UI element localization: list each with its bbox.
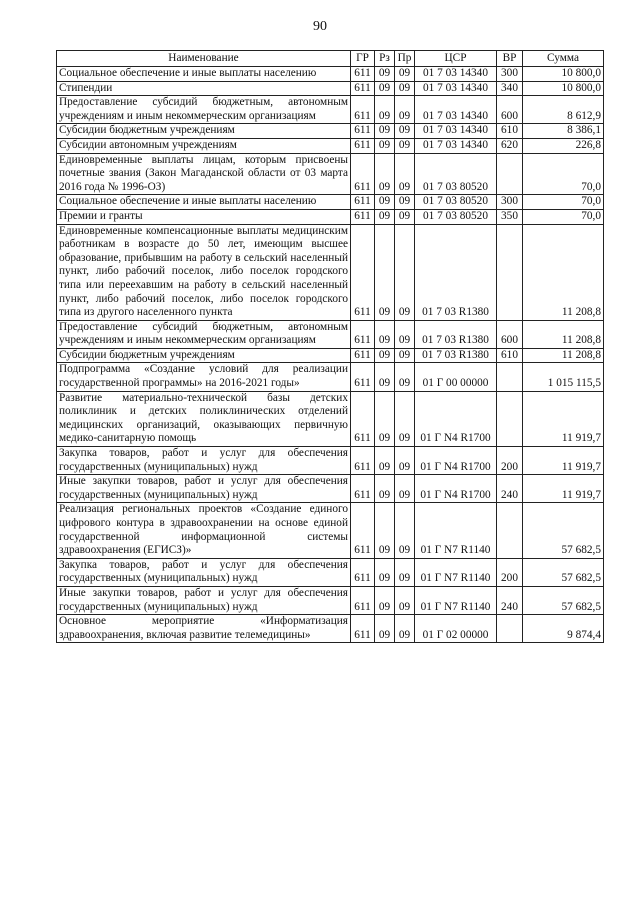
table-row (57, 558, 604, 586)
budget-table (56, 50, 604, 643)
cell-csr: 01 7 03 80520 (415, 195, 497, 210)
cell-gr: 611 (351, 195, 375, 210)
table-row (57, 391, 604, 446)
header-rz: Рз (375, 51, 395, 67)
cell-csr: 01 Г 02 00000 (415, 615, 497, 643)
header-pr: Пр (395, 51, 415, 67)
cell-vr (497, 153, 523, 195)
cell-name: Стипендии (57, 81, 351, 96)
cell-rz: 09 (375, 124, 395, 139)
cell-gr: 611 (351, 81, 375, 96)
cell-pr: 09 (395, 138, 415, 153)
cell-vr: 200 (497, 447, 523, 475)
cell-vr: 300 (497, 67, 523, 82)
cell-pr: 09 (395, 209, 415, 224)
cell-name: Субсидии бюджетным учреждениям (57, 124, 351, 139)
cell-rz: 09 (375, 153, 395, 195)
cell-csr: 01 Г 00 00000 (415, 363, 497, 391)
cell-csr: 01 Г N7 R1140 (415, 503, 497, 558)
cell-gr: 611 (351, 586, 375, 614)
cell-rz: 09 (375, 81, 395, 96)
cell-gr: 611 (351, 138, 375, 153)
header-name: Наименование (57, 51, 351, 67)
cell-gr: 611 (351, 153, 375, 195)
cell-gr: 611 (351, 348, 375, 363)
cell-gr: 611 (351, 447, 375, 475)
cell-rz: 09 (375, 348, 395, 363)
cell-csr: 01 Г N4 R1700 (415, 447, 497, 475)
cell-csr: 01 Г N7 R1140 (415, 586, 497, 614)
cell-name: Единовременные выплаты лицам, которым присвоены почетные звания (Закон Магаданской области от 03 марта 2016 года № 1996-ОЗ) (57, 153, 351, 195)
cell-pr: 09 (395, 224, 415, 320)
table-body (57, 67, 604, 643)
cell-pr: 09 (395, 153, 415, 195)
cell-name: Предоставление субсидий бюджетным, автономным учреждениям и иным некоммерческим организациям (57, 96, 351, 124)
cell-sum: 8 386,1 (523, 124, 604, 139)
table-row (57, 124, 604, 139)
header-gr: ГР (351, 51, 375, 67)
cell-rz: 09 (375, 320, 395, 348)
cell-pr: 09 (395, 475, 415, 503)
cell-rz: 09 (375, 67, 395, 82)
header-vr: ВР (497, 51, 523, 67)
cell-sum: 70,0 (523, 209, 604, 224)
cell-sum: 11 208,8 (523, 320, 604, 348)
table-row (57, 586, 604, 614)
cell-rz: 09 (375, 138, 395, 153)
cell-vr (497, 391, 523, 446)
cell-name: Предоставление субсидий бюджетным, автономным учреждениям и иным некоммерческим организациям (57, 320, 351, 348)
table-row (57, 209, 604, 224)
cell-pr: 09 (395, 124, 415, 139)
cell-rz: 09 (375, 363, 395, 391)
cell-name: Закупка товаров, работ и услуг для обеспечения государственных (муниципальных) нужд (57, 558, 351, 586)
cell-rz: 09 (375, 209, 395, 224)
table-row (57, 363, 604, 391)
cell-vr: 240 (497, 475, 523, 503)
cell-csr: 01 7 03 14340 (415, 138, 497, 153)
cell-sum: 11 919,7 (523, 391, 604, 446)
table-row (57, 138, 604, 153)
cell-rz: 09 (375, 391, 395, 446)
cell-name: Социальное обеспечение и иные выплаты населению (57, 195, 351, 210)
cell-sum: 70,0 (523, 153, 604, 195)
cell-vr (497, 363, 523, 391)
cell-vr (497, 503, 523, 558)
cell-sum: 57 682,5 (523, 586, 604, 614)
table-row (57, 320, 604, 348)
cell-gr: 611 (351, 558, 375, 586)
cell-pr: 09 (395, 81, 415, 96)
cell-name: Единовременные компенсационные выплаты медицинским работникам в возрасте до 50 лет, имеющим высшее образование, прибывшим на работу в сельский населенный пункт, либо рабочий поселок, либо поселок городского типа или переехавшим на работу в сельский населенный пункт, либо рабочий поселок, либо поселок городского типа из другого населенного пункта (57, 224, 351, 320)
cell-pr: 09 (395, 67, 415, 82)
cell-csr: 01 7 03 14340 (415, 81, 497, 96)
table-row (57, 503, 604, 558)
cell-csr: 01 7 03 14340 (415, 67, 497, 82)
cell-vr: 600 (497, 96, 523, 124)
cell-gr: 611 (351, 503, 375, 558)
cell-rz: 09 (375, 447, 395, 475)
cell-gr: 611 (351, 96, 375, 124)
cell-vr: 340 (497, 81, 523, 96)
cell-sum: 57 682,5 (523, 558, 604, 586)
cell-name: Основное мероприятие «Информатизация здравоохранения, включая развитие телемедицины» (57, 615, 351, 643)
page-number: 90 (313, 19, 327, 34)
cell-gr: 611 (351, 209, 375, 224)
cell-vr: 350 (497, 209, 523, 224)
cell-pr: 09 (395, 363, 415, 391)
cell-csr: 01 Г N7 R1140 (415, 558, 497, 586)
cell-sum: 70,0 (523, 195, 604, 210)
cell-pr: 09 (395, 195, 415, 210)
cell-sum: 10 800,0 (523, 81, 604, 96)
cell-rz: 09 (375, 475, 395, 503)
cell-vr: 240 (497, 586, 523, 614)
cell-gr: 611 (351, 124, 375, 139)
cell-rz: 09 (375, 615, 395, 643)
cell-rz: 09 (375, 224, 395, 320)
table-row (57, 195, 604, 210)
cell-name: Иные закупки товаров, работ и услуг для обеспечения государственных (муниципальных) нужд (57, 475, 351, 503)
cell-sum: 11 208,8 (523, 224, 604, 320)
cell-gr: 611 (351, 363, 375, 391)
cell-csr: 01 7 03 14340 (415, 96, 497, 124)
cell-pr: 09 (395, 503, 415, 558)
cell-pr: 09 (395, 96, 415, 124)
cell-rz: 09 (375, 195, 395, 210)
cell-rz: 09 (375, 558, 395, 586)
cell-name: Иные закупки товаров, работ и услуг для обеспечения государственных (муниципальных) нужд (57, 586, 351, 614)
table-row (57, 96, 604, 124)
cell-name: Премии и гранты (57, 209, 351, 224)
cell-csr: 01 7 03 80520 (415, 153, 497, 195)
cell-pr: 09 (395, 348, 415, 363)
cell-name: Субсидии бюджетным учреждениям (57, 348, 351, 363)
cell-vr (497, 224, 523, 320)
cell-csr: 01 7 03 R1380 (415, 320, 497, 348)
cell-vr: 600 (497, 320, 523, 348)
cell-csr: 01 7 03 80520 (415, 209, 497, 224)
cell-vr: 300 (497, 195, 523, 210)
header-sum: Сумма (523, 51, 604, 67)
cell-vr (497, 615, 523, 643)
cell-vr: 620 (497, 138, 523, 153)
table-row (57, 615, 604, 643)
table-row (57, 475, 604, 503)
cell-pr: 09 (395, 615, 415, 643)
cell-gr: 611 (351, 224, 375, 320)
cell-sum: 10 800,0 (523, 67, 604, 82)
table-row (57, 81, 604, 96)
cell-sum: 9 874,4 (523, 615, 604, 643)
cell-pr: 09 (395, 558, 415, 586)
cell-rz: 09 (375, 586, 395, 614)
cell-vr: 610 (497, 348, 523, 363)
table-header-row (57, 51, 604, 67)
table-row (57, 348, 604, 363)
cell-name: Субсидии автономным учреждениям (57, 138, 351, 153)
cell-pr: 09 (395, 586, 415, 614)
cell-gr: 611 (351, 67, 375, 82)
cell-name: Социальное обеспечение и иные выплаты населению (57, 67, 351, 82)
header-csr: ЦСР (415, 51, 497, 67)
table-row (57, 153, 604, 195)
cell-csr: 01 Г N4 R1700 (415, 391, 497, 446)
cell-rz: 09 (375, 96, 395, 124)
cell-sum: 226,8 (523, 138, 604, 153)
cell-sum: 57 682,5 (523, 503, 604, 558)
cell-pr: 09 (395, 320, 415, 348)
cell-csr: 01 7 03 R1380 (415, 348, 497, 363)
cell-rz: 09 (375, 503, 395, 558)
cell-sum: 1 015 115,5 (523, 363, 604, 391)
cell-name: Развитие материально-технической базы детских поликлиник и детских поликлинических отделений медицинских организаций, оказывающих первичную медико-санитарную помощь (57, 391, 351, 446)
cell-csr: 01 Г N4 R1700 (415, 475, 497, 503)
table-row (57, 447, 604, 475)
cell-csr: 01 7 03 14340 (415, 124, 497, 139)
cell-csr: 01 7 03 R1380 (415, 224, 497, 320)
cell-sum: 11 919,7 (523, 447, 604, 475)
cell-vr: 610 (497, 124, 523, 139)
cell-sum: 11 919,7 (523, 475, 604, 503)
cell-gr: 611 (351, 391, 375, 446)
cell-pr: 09 (395, 391, 415, 446)
cell-name: Подпрограмма «Создание условий для реализации государственной программы» на 2016-2021 годы» (57, 363, 351, 391)
cell-name: Реализация региональных проектов «Создание единого цифрового контура в здравоохранении на основе единой государственной информационной системы здравоохранения (ЕГИСЗ)» (57, 503, 351, 558)
cell-gr: 611 (351, 320, 375, 348)
cell-gr: 611 (351, 475, 375, 503)
cell-sum: 11 208,8 (523, 348, 604, 363)
cell-vr: 200 (497, 558, 523, 586)
cell-pr: 09 (395, 447, 415, 475)
cell-sum: 8 612,9 (523, 96, 604, 124)
cell-name: Закупка товаров, работ и услуг для обеспечения государственных (муниципальных) нужд (57, 447, 351, 475)
cell-gr: 611 (351, 615, 375, 643)
table-row (57, 67, 604, 82)
table-row (57, 224, 604, 320)
